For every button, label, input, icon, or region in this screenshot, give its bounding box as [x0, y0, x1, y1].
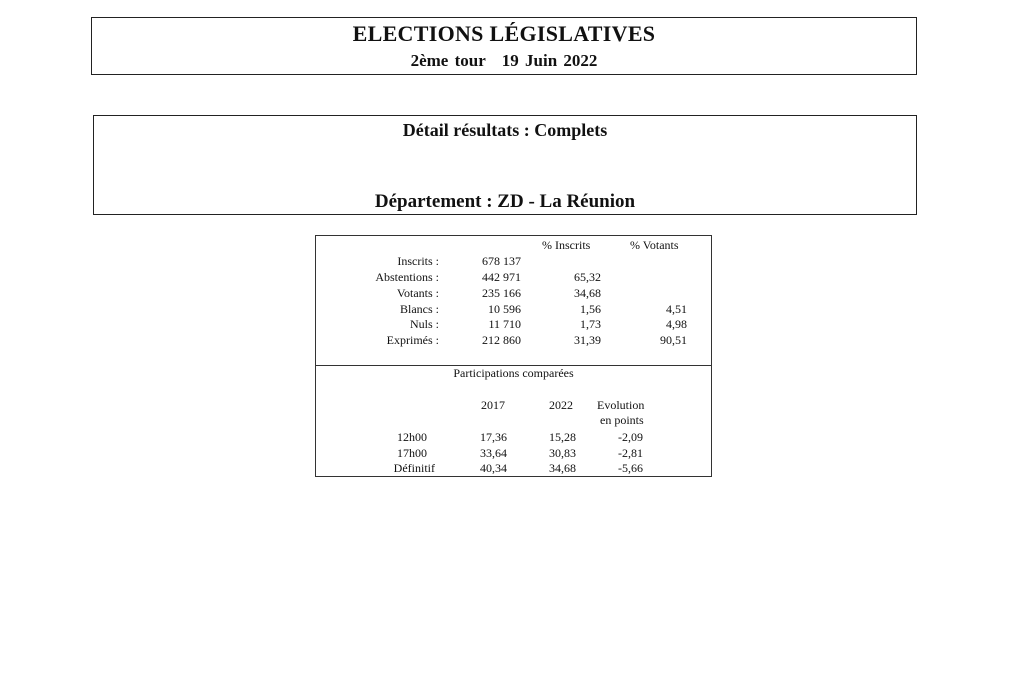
- participation-2017: 40,34: [480, 461, 507, 475]
- row-pct-inscrits: 65,32: [574, 270, 601, 284]
- election-round-date: [92, 51, 916, 71]
- results-table: [315, 235, 712, 477]
- participation-2017: 33,64: [480, 446, 507, 460]
- row-pct-inscrits: 34,68: [574, 286, 601, 300]
- row-value: 10 596: [488, 302, 521, 316]
- row-label: Exprimés :: [386, 333, 439, 347]
- row-value: 11 710: [488, 317, 521, 331]
- row-label: Nuls :: [409, 317, 439, 331]
- page-title: ELECTIONS LÉGISLATIVES: [352, 21, 656, 46]
- participation-2017: 17,36: [480, 430, 507, 444]
- participation-evolution: -5,66: [618, 461, 643, 475]
- row-pct-votants: 4,51: [666, 302, 687, 316]
- round-label: 2ème tour: [410, 51, 486, 70]
- col-header-2022: 2022: [549, 398, 573, 412]
- row-value: 235 166: [482, 286, 521, 300]
- row-label: Abstentions :: [375, 270, 439, 284]
- row-pct-inscrits: 31,39: [574, 333, 601, 347]
- col-header-2017: 2017: [481, 398, 505, 412]
- row-value: 678 137: [482, 254, 521, 268]
- election-date: 19 Juin 2022: [501, 51, 598, 70]
- participation-evolution: -2,09: [618, 430, 643, 444]
- row-label: Inscrits :: [397, 254, 439, 268]
- participation-2022: 15,28: [549, 430, 576, 444]
- participation-row-label: Définitif: [393, 461, 435, 475]
- detail-box: [93, 115, 917, 215]
- col-header-pct-inscrits: % Inscrits: [542, 238, 591, 252]
- participation-row-label: 17h00: [397, 446, 427, 460]
- participation-row-label: 12h00: [397, 430, 427, 444]
- row-pct-votants: 90,51: [660, 333, 687, 347]
- row-value: 442 971: [482, 270, 521, 284]
- participation-2022: 34,68: [549, 461, 576, 475]
- participation-evolution: -2,81: [618, 446, 643, 460]
- participations-title: Participations comparées: [453, 366, 574, 380]
- col-header-pct-votants: % Votants: [630, 238, 679, 252]
- title-box: [91, 17, 917, 75]
- row-pct-inscrits: 1,73: [580, 317, 601, 331]
- participation-2022: 30,83: [549, 446, 576, 460]
- row-label: Votants :: [396, 286, 439, 300]
- row-pct-inscrits: 1,56: [580, 302, 601, 316]
- row-label: Blancs :: [400, 302, 439, 316]
- row-pct-votants: 4,98: [666, 317, 687, 331]
- results-status: Détail résultats : Complets: [402, 120, 608, 140]
- col-header-evolution: Evolution: [597, 398, 645, 412]
- row-value: 212 860: [482, 333, 521, 347]
- col-header-en-points: en points: [600, 413, 644, 427]
- departement-title: Département : ZD - La Réunion: [374, 191, 636, 212]
